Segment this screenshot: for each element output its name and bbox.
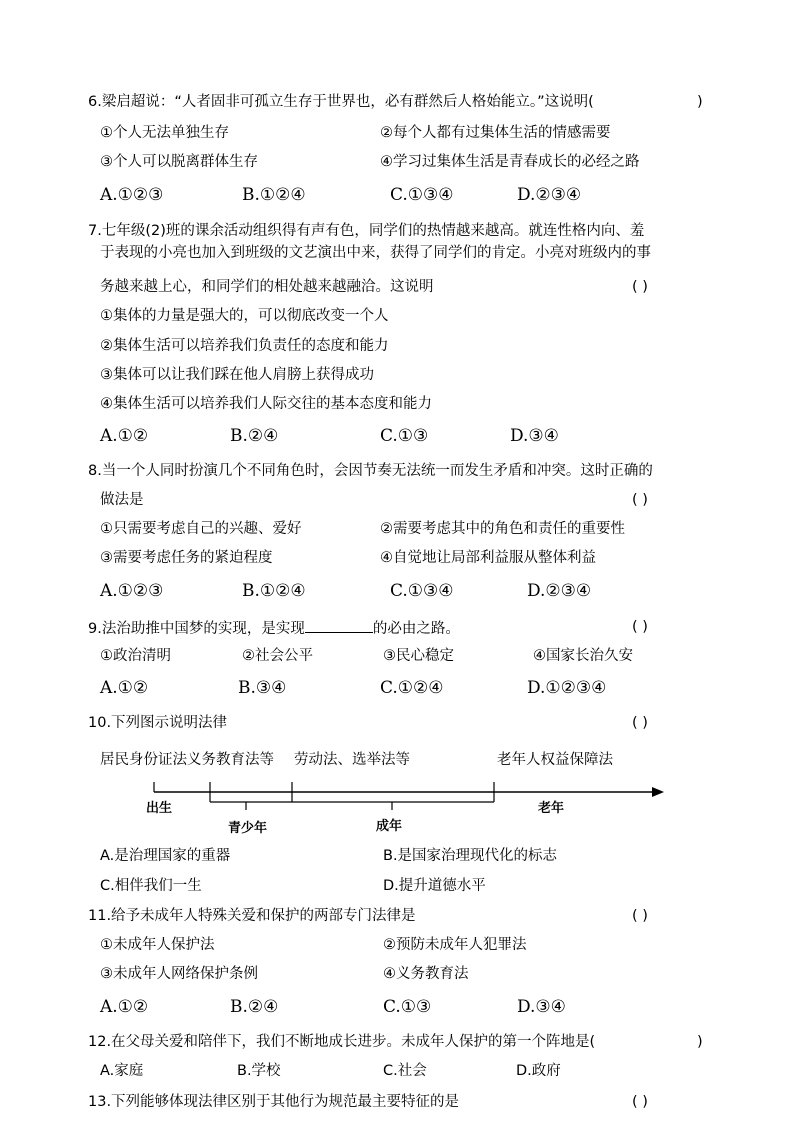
q7-stem-line1: 7.七年级(2)班的课余活动组织得有声有色，同学们的热情越来越高。就连性格内向、羞 — [88, 223, 645, 239]
q10-paren: ( ) — [632, 715, 648, 731]
q12-paren: ) — [697, 1034, 703, 1050]
q8-paren: ( ) — [632, 492, 648, 508]
q9-paren: ( ) — [632, 619, 648, 635]
q6-choice-d: D.②③④ — [517, 185, 582, 205]
q7-stem-line2: 于表现的小亮也加入到班级的文艺演出中来，获得了同学们的肯定。小亮对班级内的事 — [100, 245, 651, 261]
q6-choice-c: C.①③④ — [390, 185, 454, 205]
q11-option-4: ④义务教育法 — [383, 966, 469, 982]
q11-choice-c: C.①③ — [383, 997, 432, 1017]
q7-choice-b: B.②④ — [230, 426, 279, 446]
q7-option-2: ②集体生活可以培养我们负责任的态度和能力 — [100, 338, 389, 354]
q9-option-4: ④国家长治久安 — [533, 648, 633, 664]
q7-stem-line3: 务越来越上心，和同学们的相处越来越融洽。这说明 — [100, 279, 434, 295]
q9-choice-c: C.①②④ — [380, 678, 444, 698]
q11-choice-d: D.③④ — [517, 997, 566, 1017]
q11-stem: 11.给予未成年人特殊关爱和保护的两部专门法律是 — [88, 908, 416, 924]
q6-stem: 6.梁启超说：“人者固非可孤立生存于世界也，必有群然后人格始能立。”这说明( — [88, 94, 594, 110]
q9-fill-blank — [305, 620, 373, 633]
q10-law-label-3: 老年人权益保障法 — [497, 752, 613, 768]
q8-stem-line1: 8.当一个人同时扮演几个不同角色时，会因节奏无法统一而发生矛盾和冲突。这时正确的 — [88, 463, 653, 479]
q10-option-b: B.是国家治理现代化的标志 — [383, 848, 558, 864]
q6-option-1: ①个人无法单独生存 — [100, 125, 229, 141]
q12-option-d: D.政府 — [516, 1063, 561, 1079]
q10-law-label-1: 居民身份证法义务教育法等 — [100, 752, 274, 768]
q10-timeline-diagram — [140, 780, 670, 840]
q7-option-1: ①集体的力量是强大的，可以彻底改变一个人 — [100, 308, 389, 324]
q6-paren: ) — [697, 94, 703, 110]
q7-option-3: ③集体可以让我们踩在他人肩膀上获得成功 — [100, 367, 374, 383]
q12-option-b: B.学校 — [237, 1063, 281, 1079]
q10-option-c: C.相伴我们一生 — [100, 878, 202, 894]
q11-option-3: ③未成年人网络保护条例 — [100, 966, 258, 982]
timeline-label-old: 老年 — [538, 801, 565, 816]
q9-option-3: ③民心稳定 — [383, 648, 454, 664]
q11-option-1: ①未成年人保护法 — [100, 937, 215, 953]
q7-option-4: ④集体生活可以培养我们人际交往的基本态度和能力 — [100, 396, 432, 412]
q13-paren: ( ) — [632, 1094, 648, 1110]
q9-choice-d: D.①②③④ — [527, 678, 607, 698]
q6-choice-a: A.①②③ — [100, 185, 164, 205]
q9-choice-b: B.③④ — [238, 678, 287, 698]
q9-stem — [88, 620, 460, 637]
q6-option-3: ③个人可以脱离群体生存 — [100, 154, 258, 170]
q12-stem: 12.在父母关爱和陪伴下，我们不断地成长进步。未成年人保护的第一个阵地是( — [88, 1034, 596, 1050]
q9-stem-part1: 9.法治助推中国梦的实现，是实现 — [88, 621, 305, 637]
q8-option-2: ②需要考虑其中的角色和责任的重要性 — [380, 521, 625, 537]
q6-choice-b: B.①②④ — [242, 185, 306, 205]
timeline-label-youth: 青少年 — [228, 821, 268, 836]
q7-paren: ( ) — [632, 279, 648, 295]
q11-choice-a: A.①② — [100, 997, 149, 1017]
q9-stem-part2: 的必由之路。 — [372, 621, 460, 637]
q12-option-c: C.社会 — [383, 1063, 427, 1079]
q10-option-d: D.提升道德水平 — [383, 878, 486, 894]
timeline-label-birth: 出生 — [146, 801, 173, 816]
q7-choice-c: C.①③ — [380, 426, 429, 446]
q10-law-label-2: 劳动法、选举法等 — [294, 752, 410, 768]
q10-stem: 10.下列图示说明法律 — [88, 715, 228, 731]
q9-choice-a: A.①② — [100, 678, 149, 698]
q8-option-1: ①只需要考虑自己的兴趣、爱好 — [100, 521, 302, 537]
q8-choice-c: C.①③④ — [390, 581, 454, 601]
timeline-arrowhead — [652, 787, 664, 797]
q8-option-4: ④自觉地让局部利益服从整体利益 — [380, 550, 596, 566]
q9-option-1: ①政治清明 — [100, 648, 171, 664]
q7-choice-a: A.①② — [100, 426, 149, 446]
q13-stem: 13.下列能够体现法律区别于其他行为规范最主要特征的是 — [88, 1094, 460, 1110]
q7-choice-d: D.③④ — [510, 426, 559, 446]
q11-option-2: ②预防未成年人犯罪法 — [383, 937, 527, 953]
q6-option-4: ④学习过集体生活是青春成长的必经之路 — [380, 154, 640, 170]
q6-option-2: ②每个人都有过集体生活的情感需要 — [380, 125, 611, 141]
q8-choice-d: D.②③④ — [527, 581, 592, 601]
timeline-label-adult: 成年 — [376, 819, 403, 834]
q8-choice-a: A.①②③ — [100, 581, 164, 601]
q9-option-2: ②社会公平 — [242, 648, 313, 664]
q8-stem-line2: 做法是 — [100, 492, 144, 508]
q12-option-a: A.家庭 — [100, 1063, 144, 1079]
q11-paren: ( ) — [632, 908, 648, 924]
q11-choice-b: B.②④ — [230, 997, 279, 1017]
q8-option-3: ③需要考虑任务的紧迫程度 — [100, 550, 273, 566]
q8-choice-b: B.①②④ — [242, 581, 306, 601]
q10-option-a: A.是治理国家的重器 — [100, 848, 231, 864]
